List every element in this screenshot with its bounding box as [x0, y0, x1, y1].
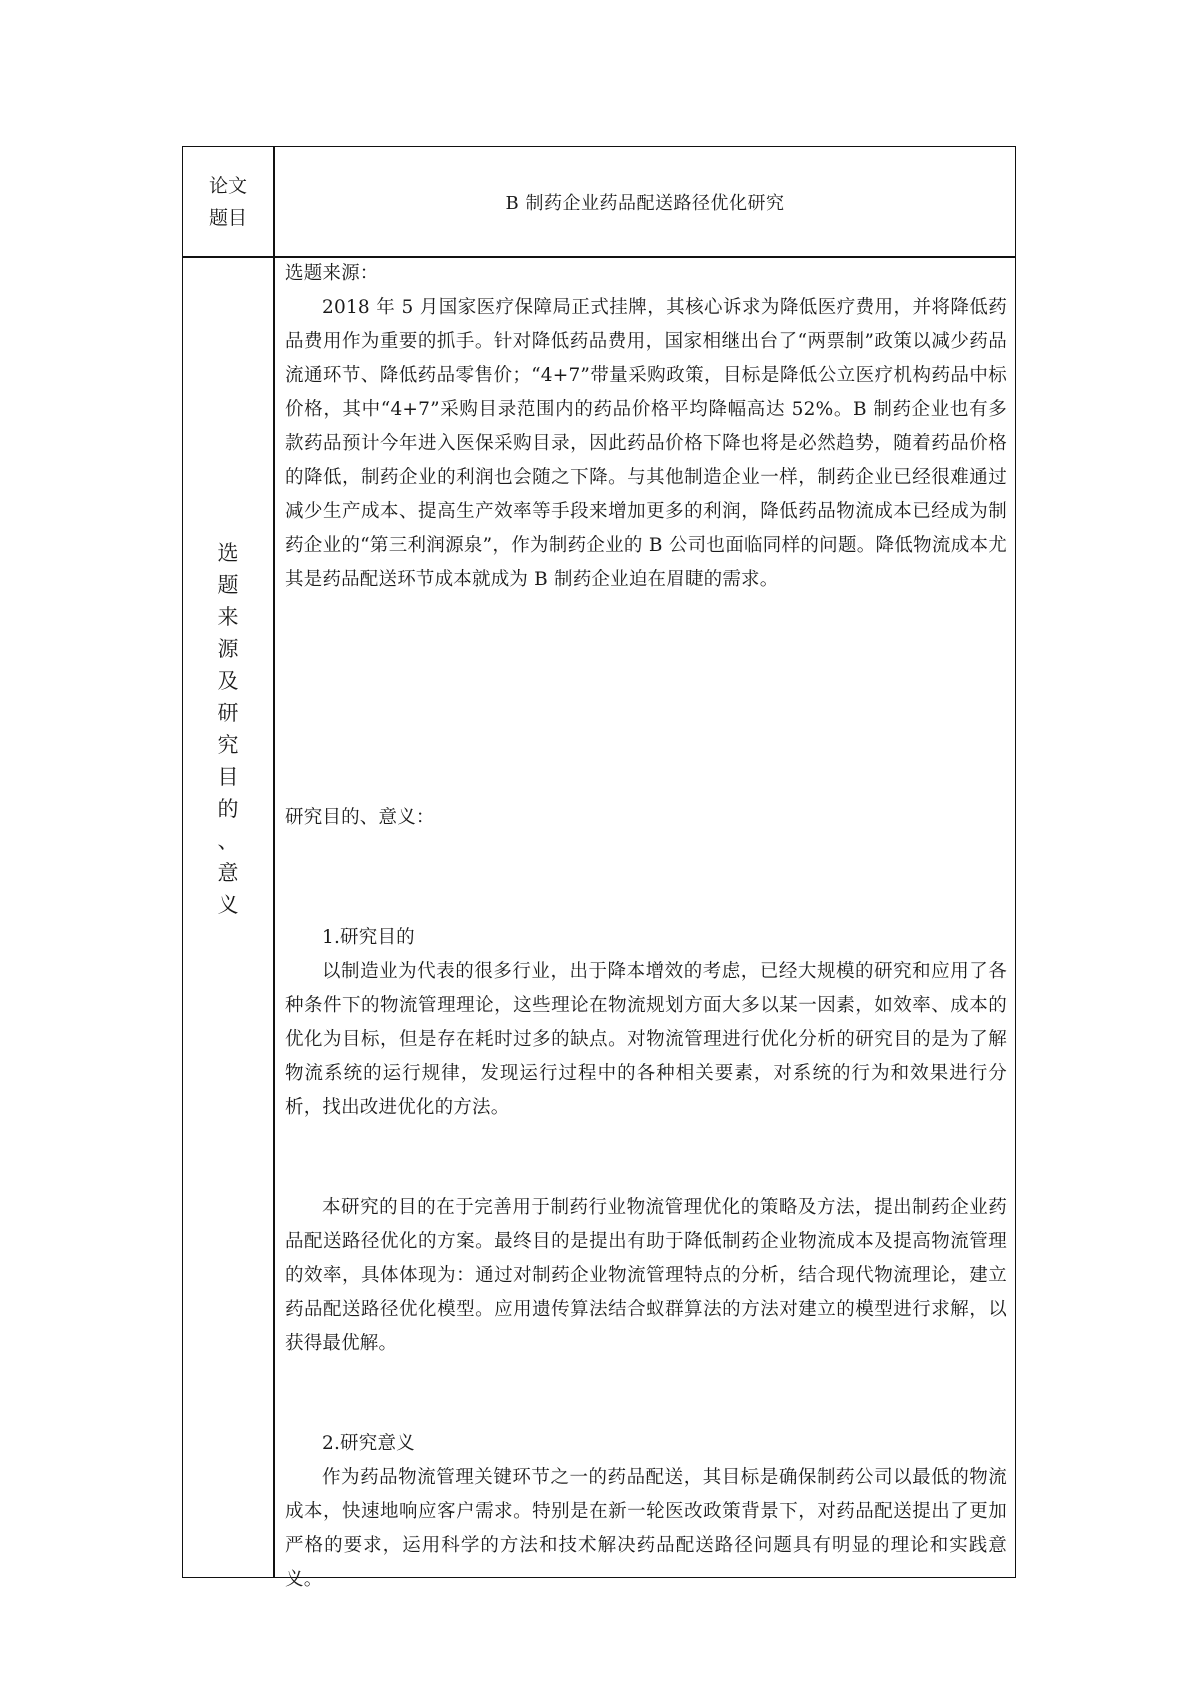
- side-label-char: 及: [217, 669, 239, 693]
- title-label-cell: [183, 147, 273, 256]
- purpose-paragraph-1: 以制造业为代表的很多行业，出于降本增效的考虑，已经大规模的研究和应用了各种条件下的物流管理理论，这些理论在物流规划方面大多以某一因素，如效率、成本的优化为目标，但是存在耗时过多的缺点。对物流管理进行优化分析的研究目的是为了解物流系统的运行规律，发现运行过程中的各种相关要素，对系统的行为和效果进行分析，找出改进优化的方法。: [285, 961, 1007, 1118]
- column-divider: [273, 147, 275, 1577]
- source-paragraph: 2018 年 5 月国家医疗保障局正式挂牌，其核心诉求为降低医疗费用，并将降低药品费用作为重要的抓手。针对降低药品费用，国家相继出台了“两票制”政策以减少药品流通环节、降低药品零售价；“4+7”带量采购政策，目标是降低公立医疗机构药品中标价格，其中“4+7”采购目录范围内的药品价格平均降幅高达 52%。B 制药企业也有多款药品预计今年进入医保采购目录，因此药品价格下降也将是必然趋势，随着药品价格的降低，制药企业的利润也会随之下降。与其他制造企业一样，制药企业已经很难通过减少生产成本、提高生产效率等手段来增加更多的利润，降低药品物流成本已经成为制药企业的“第三利润源泉”，作为制药企业的 B 公司也面临同样的问题。降低物流成本尤其是药品配送环节成本就成为 B 制药企业迫在眉睫的需求。: [285, 297, 1007, 590]
- side-label-vertical: [183, 537, 273, 921]
- side-label-char: 题: [217, 573, 239, 597]
- content-cell: [285, 257, 1007, 1597]
- title-label-line-2: 题目: [208, 206, 247, 229]
- side-label-char: 的: [217, 797, 239, 821]
- side-label-char: 究: [217, 733, 239, 757]
- side-label-char: 目: [217, 765, 239, 789]
- title-label-line-1: 论文: [208, 174, 247, 197]
- side-label-char: 、: [217, 829, 239, 853]
- side-label-char: 选: [217, 541, 239, 565]
- spacer: [285, 835, 1007, 921]
- proposal-form-table: [182, 146, 1016, 1590]
- thesis-title: B 制药企业药品配送路径优化研究: [505, 192, 785, 214]
- purpose-sub-heading: 1.研究目的: [322, 927, 415, 948]
- purpose-paragraph-2: 本研究的目的在于完善用于制药行业物流管理优化的策略及方法，提出制药企业药品配送路径优化的方案。最终目的是提出有助于降低制药企业物流成本及提高物流管理的效率，具体体现为：通过对制药企业物流管理特点的分析，结合现代物流理论，建立药品配送路径优化模型。应用遗传算法结合蚁群算法的方法对建立的模型进行求解，以获得最优解。: [285, 1197, 1007, 1354]
- side-label-char: 研: [217, 701, 239, 725]
- spacer: [285, 1361, 1007, 1427]
- side-label-char: 意: [217, 861, 239, 885]
- source-heading: 选题来源：: [285, 263, 379, 284]
- purpose-heading: 研究目的、意义：: [285, 807, 435, 828]
- side-label-char: 源: [217, 637, 239, 661]
- significance-sub-heading: 2.研究意义: [322, 1433, 415, 1454]
- side-label-char: 义: [217, 893, 239, 917]
- spacer: [285, 597, 1007, 801]
- spacer: [285, 1125, 1007, 1191]
- significance-paragraph: 作为药品物流管理关键环节之一的药品配送，其目标是确保制药公司以最低的物流成本，快速地响应客户需求。特别是在新一轮医改政策背景下，对药品配送提出了更加严格的要求，运用科学的方法和技术解决药品配送路径问题具有明显的理论和实践意义。: [285, 1467, 1007, 1590]
- side-label-char: 来: [217, 605, 239, 629]
